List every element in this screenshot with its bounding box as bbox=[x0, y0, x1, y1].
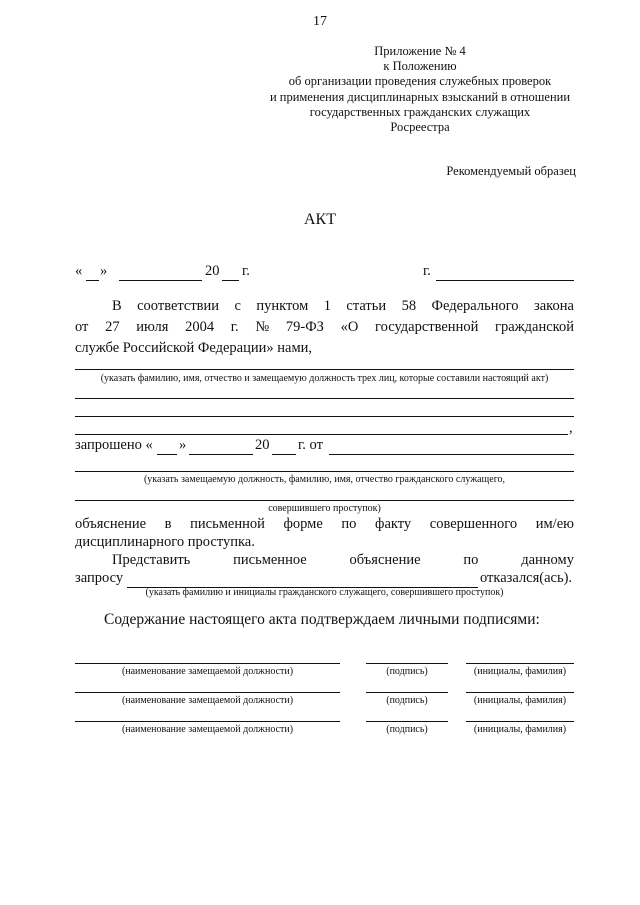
word: им/ею bbox=[535, 516, 574, 532]
confirm-text: Содержание настоящего акта подтверждаем личными подписями: bbox=[104, 611, 540, 628]
requested-month-blank bbox=[189, 454, 253, 455]
requested-from-blank bbox=[329, 454, 574, 455]
persons-blank-line bbox=[75, 398, 574, 399]
word: Федерального bbox=[431, 298, 519, 314]
position-blank bbox=[75, 692, 340, 693]
page-number: 17 bbox=[313, 14, 327, 29]
year-blank bbox=[222, 280, 239, 281]
word: в bbox=[164, 516, 172, 532]
name-hint: (инициалы, фамилия) bbox=[473, 724, 567, 735]
word: гражданской bbox=[495, 319, 574, 335]
city-blank bbox=[436, 280, 574, 281]
persons-blank-line bbox=[75, 369, 574, 370]
position-hint: (наименование замещаемой должности) bbox=[121, 724, 294, 735]
signature-hint: (подпись) bbox=[386, 666, 428, 677]
hint-three-persons: (указать фамилию, имя, отчество и замещаемую должность трех лиц, которые составили настоящий акт) bbox=[100, 373, 549, 384]
employee-blank-line bbox=[75, 500, 574, 501]
word: июля bbox=[136, 319, 169, 335]
word: с bbox=[234, 298, 241, 314]
word: соответствии bbox=[137, 298, 220, 314]
appendix-line: об организации проведения служебных проверок bbox=[288, 74, 552, 89]
date-close-quote: » bbox=[100, 263, 108, 279]
employee-blank-line bbox=[75, 471, 574, 472]
word: 79-ФЗ bbox=[285, 319, 324, 335]
word: данному bbox=[521, 552, 574, 568]
requested-year-prefix: 20 bbox=[255, 437, 270, 453]
appendix-line: Приложение № 4 bbox=[374, 44, 466, 58]
hint-employee-1: (указать замещаемую должность, фамилию, имя, отчество гражданского служащего, bbox=[143, 474, 506, 485]
word: Представить bbox=[112, 552, 191, 568]
word: форме bbox=[283, 516, 323, 532]
paragraph1-line3: службе Российской Федерации» нами, bbox=[75, 340, 312, 356]
requested-suffix: г. от bbox=[298, 437, 323, 453]
position-blank bbox=[75, 663, 340, 664]
requested-year-blank bbox=[272, 454, 296, 455]
word: письменное bbox=[233, 552, 307, 568]
month-blank bbox=[119, 280, 202, 281]
appendix-header bbox=[200, 44, 640, 135]
appendix-line: Росреестра bbox=[390, 120, 450, 135]
word: «О bbox=[340, 319, 359, 335]
name-blank bbox=[466, 721, 574, 722]
comma: , bbox=[569, 420, 573, 436]
paragraph1-line2 bbox=[75, 319, 574, 336]
requested-day-blank bbox=[157, 454, 177, 455]
word: по bbox=[463, 552, 479, 568]
appendix-line: государственных гражданских служащих bbox=[309, 104, 531, 119]
name-hint: (инициалы, фамилия) bbox=[473, 666, 567, 677]
word: закона bbox=[533, 298, 574, 314]
request-word: запросу bbox=[75, 570, 124, 586]
hint-refusal: (указать фамилию и инициалы гражданского служащего, совершившего проступок) bbox=[145, 587, 504, 598]
signature-blank bbox=[366, 721, 448, 722]
date-open-quote: « bbox=[75, 263, 83, 279]
position-hint: (наименование замещаемой должности) bbox=[121, 695, 294, 706]
appendix-line: и применения дисциплинарных взысканий в отношении bbox=[269, 89, 571, 104]
word: факту bbox=[375, 516, 412, 532]
word: № bbox=[255, 319, 270, 335]
appendix-line: к Положению bbox=[383, 59, 457, 74]
word: по bbox=[341, 516, 357, 532]
signature-blank bbox=[366, 692, 448, 693]
name-blank bbox=[466, 692, 574, 693]
word: объяснение bbox=[349, 552, 421, 568]
name-hint: (инициалы, фамилия) bbox=[473, 695, 567, 706]
word: г. bbox=[230, 319, 239, 335]
word: 2004 bbox=[185, 319, 215, 335]
document-title: АКТ bbox=[304, 211, 336, 228]
persons-blank-line bbox=[75, 434, 568, 435]
position-blank bbox=[75, 721, 340, 722]
word: 58 bbox=[401, 298, 417, 314]
year-prefix: 20 bbox=[205, 263, 220, 279]
day-blank bbox=[86, 280, 99, 281]
word: статьи bbox=[346, 298, 387, 314]
explanation-line2: дисциплинарного проступка. bbox=[75, 534, 255, 550]
paragraph1-line1 bbox=[112, 298, 574, 315]
word: государственной bbox=[375, 319, 479, 335]
position-hint: (наименование замещаемой должности) bbox=[121, 666, 294, 677]
recommended-sample-label: Рекомендуемый образец bbox=[446, 164, 576, 178]
refused-text: отказался(ась). bbox=[480, 570, 573, 586]
requested-prefix: запрошено « bbox=[75, 437, 153, 453]
hint-employee-2: совершившего проступок) bbox=[268, 503, 381, 514]
word: пунктом bbox=[256, 298, 309, 314]
word: В bbox=[112, 298, 122, 314]
explanation-line1 bbox=[75, 516, 574, 533]
city-prefix: г. bbox=[423, 263, 431, 279]
signature-hint: (подпись) bbox=[386, 695, 428, 706]
word: объяснение bbox=[75, 516, 147, 532]
word: от bbox=[75, 319, 89, 335]
year-suffix: г. bbox=[242, 263, 250, 279]
signature-hint: (подпись) bbox=[386, 724, 428, 735]
signature-blank bbox=[366, 663, 448, 664]
word: письменной bbox=[190, 516, 265, 532]
word: 27 bbox=[105, 319, 120, 335]
word: совершенного bbox=[429, 516, 518, 532]
refusal-line1 bbox=[112, 552, 574, 569]
persons-blank-line bbox=[75, 416, 574, 417]
name-blank bbox=[466, 663, 574, 664]
word: 1 bbox=[323, 298, 331, 314]
requested-close-quote: » bbox=[179, 437, 187, 453]
